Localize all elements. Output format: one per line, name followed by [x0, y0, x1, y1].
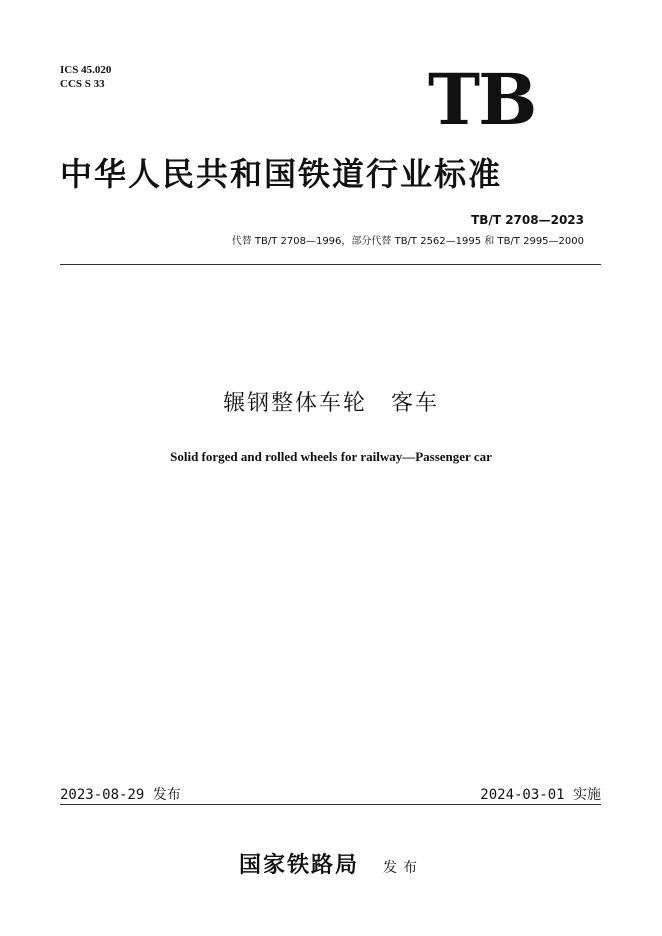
- effective-date: 2024-03-01 实施: [480, 787, 601, 803]
- document-title-cn: 辗钢整体车轮 客车: [222, 391, 439, 416]
- document-title-en: Solid forged and rolled wheels for railway—Passenger car: [170, 449, 492, 464]
- standard-number: TB/T 2708—2023: [471, 213, 584, 227]
- top-divider: [60, 264, 601, 265]
- tb-logo: TB: [428, 58, 536, 141]
- publisher-line: [0, 848, 662, 879]
- issue-date: 2023-08-29 发布: [60, 787, 181, 803]
- replaces-note: 代替 TB/T 2708—1996，部分代替 TB/T 2562—1995 和 TB/T 2995—2000: [231, 236, 584, 247]
- publisher-action: 发布: [383, 860, 423, 876]
- ics-code: ICS 45.020: [60, 64, 112, 76]
- bottom-divider: [60, 804, 601, 805]
- classification-codes: [60, 63, 111, 91]
- ccs-code: CCS S 33: [60, 78, 105, 90]
- publisher-name: 国家铁路局: [238, 852, 359, 878]
- industry-standard-title: 中华人民共和国铁道行业标准: [60, 155, 503, 193]
